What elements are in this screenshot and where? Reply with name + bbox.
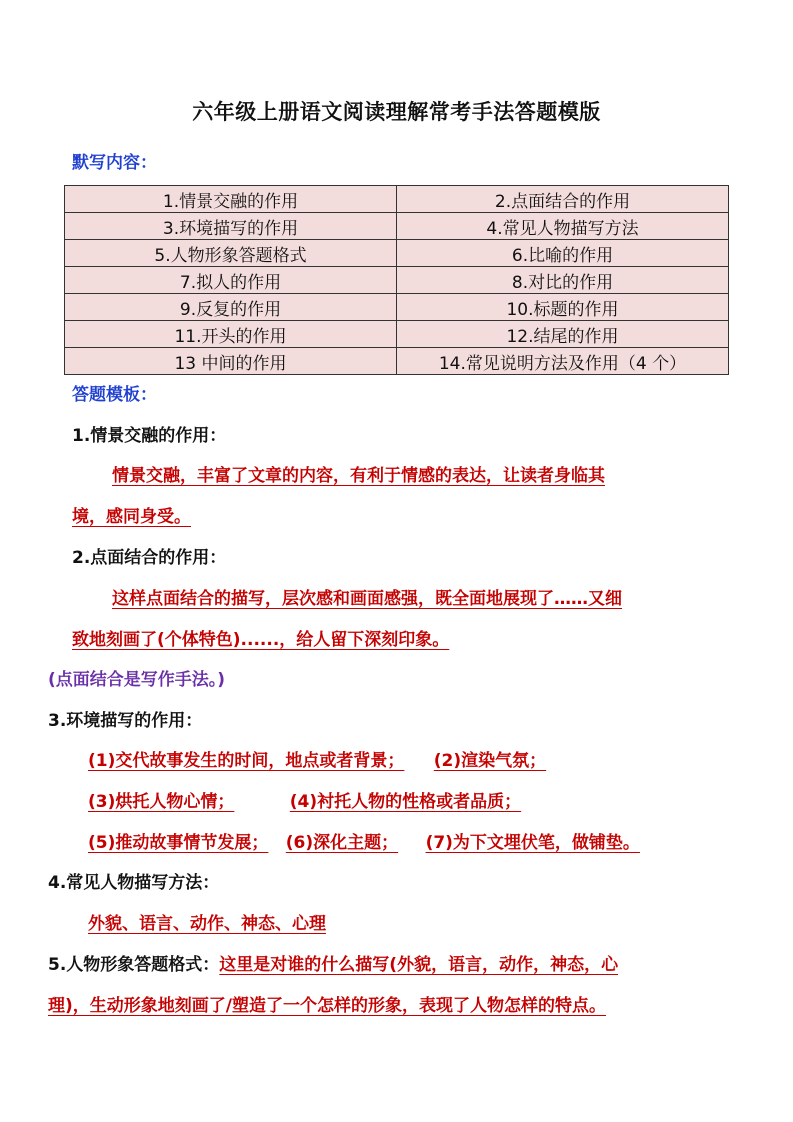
item-3-point-7: (7)为下文埋伏笔，做铺垫。 — [425, 833, 640, 853]
item-3-point-5: (5)推动故事情节发展； — [88, 833, 269, 853]
item-3-point-6: (6)深化主题； — [285, 833, 399, 853]
item-3-point-3: (3)烘托人物心情； — [88, 792, 235, 812]
item-3-point-4: (4)衬托人物的性格或者品质； — [289, 792, 522, 812]
topic-table-row — [65, 240, 729, 267]
item-1-answer-line1: 情景交融，丰富了文章的内容，有利于情感的表达，让读者身临其 — [112, 466, 605, 486]
item-2-answer-line2: 致地刻画了(个体特色)......，给人留下深刻印象。 — [72, 630, 450, 650]
topic-table-cell: 12.结尾的作用 — [397, 321, 729, 348]
item-4-answer: 外貌、语言、动作、神态、心理 — [88, 914, 326, 934]
item-5-heading: 5.人物形象答题格式： — [48, 955, 220, 975]
item-1-heading: 1.情景交融的作用： — [72, 426, 227, 446]
topic-table-row — [65, 186, 729, 213]
section-recite-heading: 默写内容： — [72, 153, 157, 173]
topic-table-cell: 13 中间的作用 — [65, 348, 397, 375]
item-2-note: (点面结合是写作手法。) — [48, 670, 226, 690]
document-title: 六年级上册语文阅读理解常考手法答题模版 — [192, 100, 601, 124]
topic-table-cell: 11.开头的作用 — [65, 321, 397, 348]
topic-table-cell: 7.拟人的作用 — [65, 267, 397, 294]
topic-table-cell: 14.常见说明方法及作用（4 个） — [397, 348, 729, 375]
item-2-heading: 2.点面结合的作用： — [72, 548, 227, 568]
item-4-heading: 4.常见人物描写方法： — [48, 873, 220, 893]
topic-table-row — [65, 321, 729, 348]
item-5-answer-line2: 理)，生动形象地刻画了/塑造了一个怎样的形象，表现了人物怎样的特点。 — [48, 996, 606, 1016]
topic-table-cell: 5.人物形象答题格式 — [65, 240, 397, 267]
topic-table-cell: 6.比喻的作用 — [397, 240, 729, 267]
item-3-row3 — [88, 828, 640, 853]
item-3-heading: 3.环境描写的作用： — [48, 711, 203, 731]
topic-table-cell: 3.环境描写的作用 — [65, 213, 397, 240]
topic-table-row — [65, 213, 729, 240]
section-template-heading: 答题模板： — [72, 385, 157, 405]
topic-table-row — [65, 267, 729, 294]
item-1-answer-line2: 境，感同身受。 — [72, 507, 191, 527]
item-2-answer-line1: 这样点面结合的描写，层次感和画面感强，既全面地展现了……又细 — [112, 589, 622, 609]
topic-table-cell: 10.标题的作用 — [397, 294, 729, 321]
topic-table-cell: 8.对比的作用 — [397, 267, 729, 294]
item-3-point-1: (1)交代故事发生的时间，地点或者背景； — [88, 751, 405, 771]
topic-table-cell: 9.反复的作用 — [65, 294, 397, 321]
topic-table-row — [65, 348, 729, 375]
topic-table-row — [65, 294, 729, 321]
item-5-answer-line1: 这里是对谁的什么描写(外貌，语言，动作，神态，心 — [219, 955, 619, 975]
topic-table — [64, 185, 729, 375]
topic-table-cell: 1.情景交融的作用 — [65, 186, 397, 213]
topic-table-cell: 2.点面结合的作用 — [397, 186, 729, 213]
item-3-point-2: (2)渲染气氛； — [433, 751, 547, 771]
item-3-row1 — [88, 746, 546, 771]
item-5-row1 — [48, 950, 618, 975]
item-3-row2 — [88, 787, 521, 812]
topic-table-cell: 4.常见人物描写方法 — [397, 213, 729, 240]
